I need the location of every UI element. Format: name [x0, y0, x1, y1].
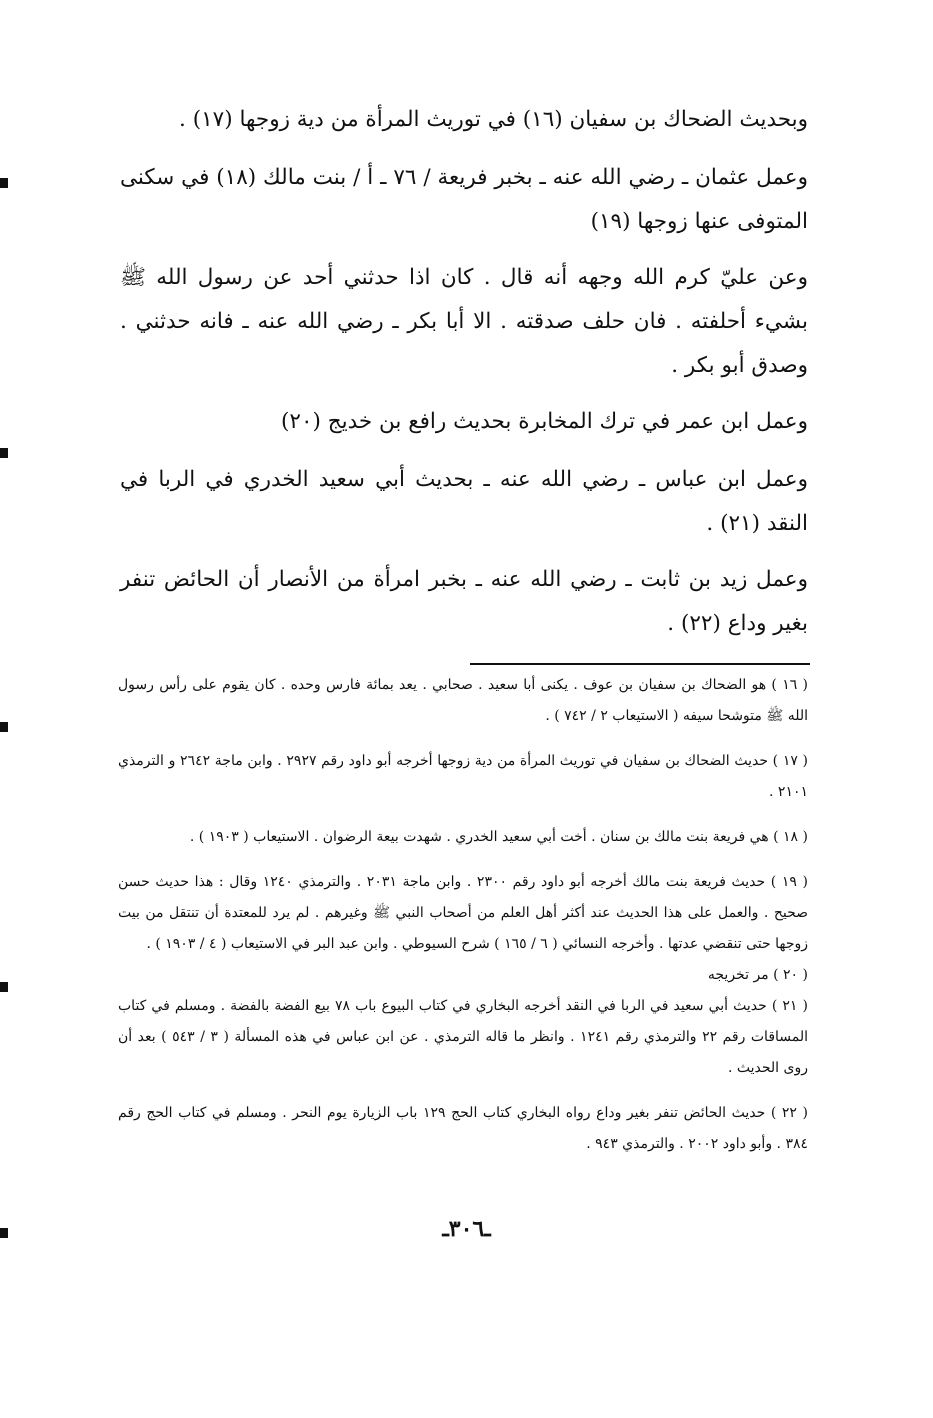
- paragraph: وعمل ابن عمر في ترك المخابرة بحديث رافع بن خديج (٢٠): [281, 409, 808, 434]
- footnote: ( ٢١ ) حديث أبي سعيد في الربا في النقد أخرجه البخاري في كتاب البيوع باب ٧٨ بيع الفضة بالفضة . ومسلم في كتاب المساقات رقم ٢٢ والترمذي رقم ١٢٤١ . وانظر ما قاله الترمذي . عن ابن عباس في هذه المسألة ( ٣ / ٥٤٣ ) بعد أن روى الحديث .: [118, 998, 809, 1076]
- paragraph: وبحديث الضحاك بن سفيان (١٦) في توريث المرأة من دية زوجها (١٧) .: [179, 107, 808, 132]
- footnote: ( ٢٢ ) حديث الحائض تنفر بغير وداع رواه البخاري كتاب الحج ١٢٩ باب الزيارة يوم النحر . ومسلم في كتاب الحج رقم ٣٨٤ . وأبو داود ٢٠٠٢ . والترمذي ٩٤٣ .: [118, 1105, 808, 1152]
- paragraph: وعمل عثمان ـ رضي الله عنه ـ بخبر فريعة / ٧٦ ـ أ / بنت مالك (١٨) في سكنى المتوفى عنها زوجها (١٩): [120, 165, 808, 234]
- footnote: ( ١٧ ) حديث الضحاك بن سفيان في توريث المرأة من دية زوجها أخرجه أبو داود رقم ٢٩٢٧ . وابن ماجة ٢٦٤٢ و الترمذي ٢١٠١ .: [118, 753, 808, 800]
- footnote: ( ١٩ ) حديث فريعة بنت مالك أخرجه أبو داود رقم ٢٣٠٠ . وابن ماجة ٢٠٣١ . والترمذي ١٢٤٠ وقال : هذا حديث حسن صحيح . والعمل على هذا الحديث عند أكثر أهل العلم من أصحاب النبي ﷺ وغيرهم . لم يرد للمعتدة أن تنتقل من بيت زوجها حتى تنقضي عدتها . وأخرجه النسائي ( ٦ / ١٦٥ ) شرح السيوطي . وابن عبد البر في الاستيعاب ( ٤ / ١٩٠٣ ) .: [118, 874, 808, 952]
- page-number: ـ٣٠٦ـ: [442, 1216, 491, 1242]
- footnote: ( ١٦ ) هو الضحاك بن سفيان بن عوف . يكنى أبا سعيد . صحابي . يعد بمائة فارس وحده . كان يقوم على رأس رسول الله ﷺ متوشحا سيفه ( الاستيعاب ٢ / ٧٤٢ ) .: [118, 677, 808, 724]
- binding-mark: [0, 1228, 8, 1238]
- footnote: ( ١٨ ) هي فريعة بنت مالك بن سنان . أخت أبي سعيد الخدري . شهدت بيعة الرضوان . الاستيعاب ( ١٩٠٣ ) .: [189, 829, 808, 845]
- main-text: [120, 98, 808, 658]
- binding-mark: [0, 448, 8, 458]
- binding-mark: [0, 982, 8, 992]
- paragraph: وعن عليّ كرم الله وجهه أنه قال . كان اذا حدثني أحد عن رسول الله ﷺ بشيء أحلفته . فان حلف صدقته . الا أبا بكر ـ رضي الله عنه ـ فانه حدثني . وصدق أبو بكر .: [120, 265, 808, 378]
- binding-mark: [0, 722, 8, 732]
- paragraph: وعمل ابن عباس ـ رضي الله عنه ـ بحديث أبي سعيد الخدري في الربا في النقد (٢١) .: [120, 467, 808, 536]
- footnote-separator: [470, 663, 810, 665]
- binding-mark: [0, 178, 8, 188]
- footnotes: [118, 670, 808, 1160]
- footnote: ( ٢٠ ) مر تخريجه: [707, 967, 808, 983]
- paragraph: وعمل زيد بن ثابت ـ رضي الله عنه ـ بخبر امرأة من الأنصار أن الحائض تنفر بغير وداع (٢٢) .: [120, 567, 808, 636]
